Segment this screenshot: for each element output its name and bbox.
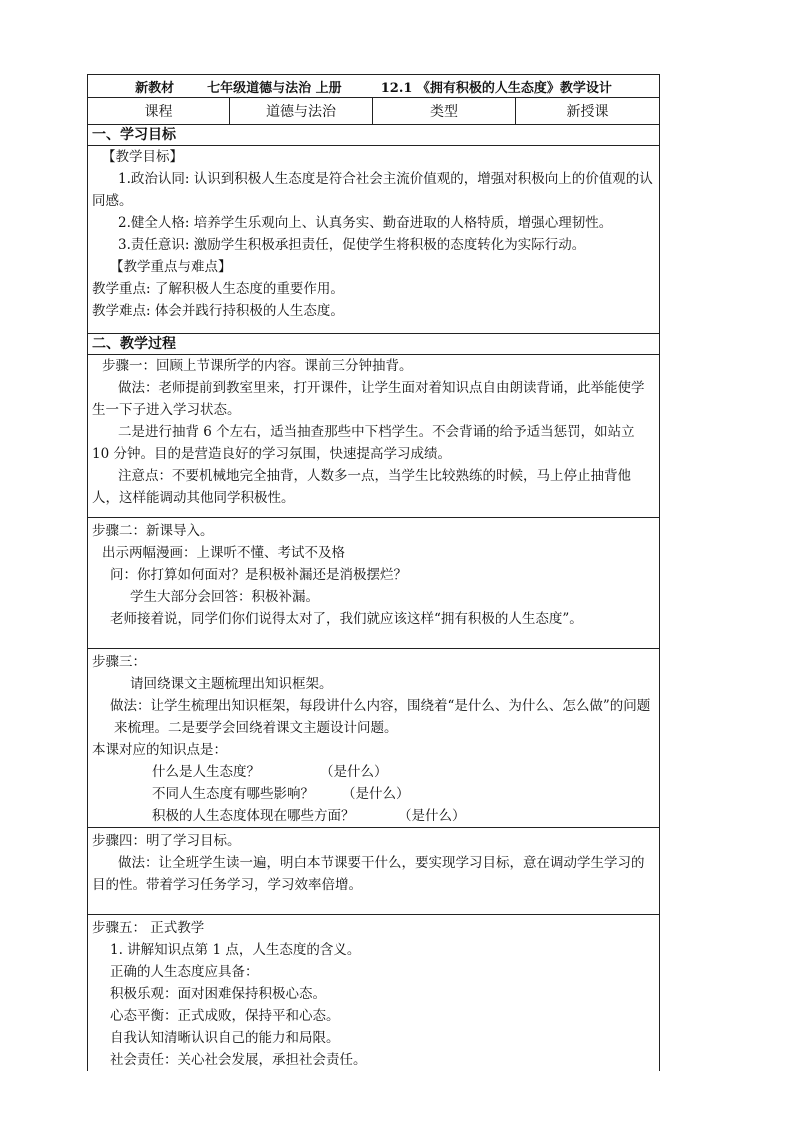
section1-title: 一、学习目标 [88, 125, 660, 146]
step2-line1: 出示两幅漫画：上课听不懂、考试不及格 [102, 545, 345, 561]
knowledge-point-3-question: 积极的人生态度体现在哪些方面？ [152, 808, 355, 824]
type-value: 新授课 [516, 98, 660, 125]
step4-row [88, 828, 660, 915]
title-part-grade: 七年级道德与法治 上册 [207, 80, 342, 96]
knowledge-point-3-note: （是什么） [398, 808, 466, 824]
step5-row [88, 915, 660, 1072]
goal-responsibility: 3.责任意识: 激励学生积极承担责任，促使学生将积极的态度转化为实际行动。 [118, 237, 586, 253]
step3-row [88, 649, 660, 828]
step1-second: 二是进行抽背 6 个左右，适当抽查那些中下档学生。不会背诵的给予适当惩罚，如站立 10 分钟。目的是营造良好的学习氛围，快速提高学习成绩。 [92, 424, 635, 462]
knowledge-point-2 [92, 783, 655, 805]
goal-personality: 2.健全人格: 培养学生乐观向上、认真务实、勤奋进取的人格特质，增强心理韧性。 [118, 215, 613, 231]
step1-cell [88, 355, 660, 518]
goals-heading: 【教学目标】 [102, 149, 183, 165]
step2-cell [88, 518, 660, 649]
step2-title: 步骤二：新课导入。 [92, 523, 214, 539]
section2-title-row [88, 334, 660, 355]
step4-cell [88, 828, 660, 915]
step3-line1: 请回绕课文主题梳理出知识框架。 [130, 676, 333, 692]
knowledge-point-1-question: 什么是人生态度？ [152, 764, 260, 780]
meta-row [88, 98, 660, 125]
step4-title: 步骤四：明了学习目标。 [92, 833, 241, 849]
step5-line3: 积极乐观：面对困难保持积极心态。 [110, 986, 326, 1002]
step5-title: 步骤五： 正式教学 [92, 920, 205, 936]
step2-line2: 问：你打算如何面对？是积极补漏还是消极摆烂？ [110, 567, 407, 583]
lesson-plan-table [87, 74, 660, 1071]
knowledge-point-3 [92, 805, 655, 827]
step5-line2: 正确的人生态度应具备： [110, 964, 259, 980]
document-header-row [88, 75, 660, 98]
title-part-textbook: 新教材 [135, 80, 175, 96]
step3-cell [88, 649, 660, 828]
course-value: 道德与法治 [230, 98, 373, 125]
step2-row [88, 518, 660, 649]
key-points-heading: 【教学重点与难点】 [110, 259, 232, 275]
step5-line5: 自我认知清晰认识自己的能力和局限。 [110, 1030, 340, 1046]
course-label: 课程 [88, 98, 230, 125]
section1-title-row [88, 125, 660, 146]
step3-title: 步骤三： [92, 654, 146, 670]
step1-title: 步骤一：回顾上节课所学的内容。课前三分钟抽背。 [102, 358, 413, 374]
step5-line4: 心态平衡：正式成败，保持平和心态。 [110, 1008, 340, 1024]
title-part-lesson: 12.1 《拥有积极的人生态度》教学设计 [380, 80, 612, 96]
goal-political: 1.政治认同: 认识到积极人生态度是符合社会主流价值观的，增强对积极向上的价值观的认同感。 [92, 171, 653, 209]
learning-objectives-cell [88, 146, 660, 334]
step5-line6: 社会责任：关心社会发展，承担社会责任。 [110, 1052, 367, 1068]
knowledge-point-2-question: 不同人生态度有哪些影响？ [152, 786, 314, 802]
step1-method: 做法：老师提前到教室里来，打开课件，让学生面对着知识点自由朗读背诵，此举能使学生一下子进入学习状态。 [92, 380, 645, 418]
section2-title: 二、教学过程 [88, 334, 660, 355]
step3-method: 做法：让学生梳理出知识框架，每段讲什么内容，围绕着“是什么、为什么、怎么做”的问题来梳理。二是要学会回绕着课文主题设计问题。 [110, 698, 651, 736]
step1-attention: 注意点：不要机械地完全抽背，人数多一点，当学生比较熟练的时候，马上停止抽背他人，这样能调动其他同学积极性。 [92, 468, 631, 506]
step1-row [88, 355, 660, 518]
type-label: 类型 [373, 98, 516, 125]
step2-line3: 学生大部分会回答：积极补漏。 [130, 589, 319, 605]
step3-points-heading: 本课对应的知识点是： [92, 742, 227, 758]
document-title [88, 75, 660, 98]
knowledge-point-1-note: （是什么） [320, 764, 388, 780]
difficult-point: 教学难点: 体会并践行持积极的人生态度。 [92, 303, 344, 319]
key-point: 教学重点: 了解积极人生态度的重要作用。 [92, 281, 344, 297]
step4-method: 做法：让全班学生读一遍，明白本节课要干什么，要实现学习目标，意在调动学生学习的目的性。带着学习任务学习，学习效率倍增。 [92, 855, 645, 893]
section1-body-row [88, 146, 660, 334]
knowledge-point-2-note: （是什么） [342, 786, 410, 802]
lesson-plan-document [87, 74, 659, 1071]
step5-line1: 1. 讲解知识点第 1 点，人生态度的含义。 [110, 942, 361, 958]
step5-cell [88, 915, 660, 1072]
knowledge-point-1 [92, 761, 655, 783]
step2-line4: 老师接着说，同学们你们说得太对了，我们就应该这样“拥有积极的人生态度”。 [110, 611, 583, 627]
